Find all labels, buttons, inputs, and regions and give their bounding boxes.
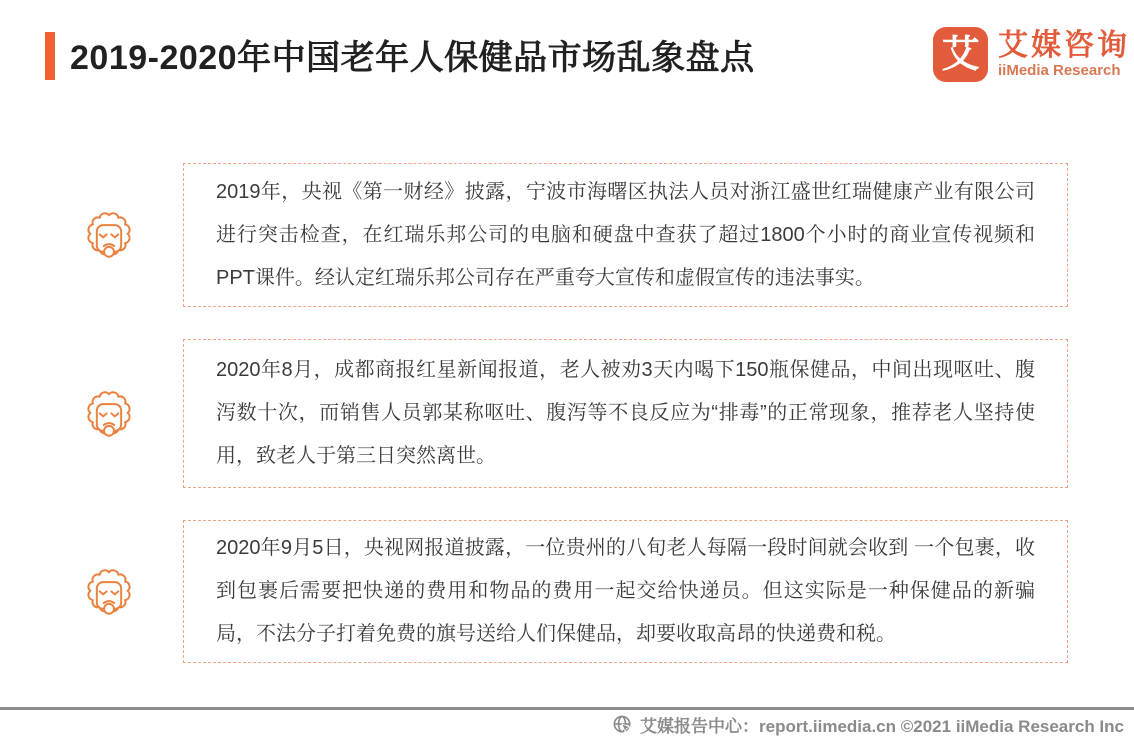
iimedia-logo-icon: 艾 xyxy=(933,27,988,82)
page-title: 2019-2020年中国老年人保健品市场乱象盘点 xyxy=(70,39,755,77)
iimedia-logo-text xyxy=(998,29,1130,80)
footer xyxy=(612,712,1124,737)
case-text-2: 2020年8月，成都商报红星新闻报道，老人被劝3天内喝下150瓶保健品，中间出现呕吐、腹泻数十次，而销售人员郭某称呕吐、腹泻等不良反应为“排毒”的正常现象，推荐老人坚持使用，致老人于第三日突然离世。 xyxy=(216,359,1035,467)
elderly-person-sad-icon xyxy=(80,383,138,445)
logo-name-en: iiMedia Research xyxy=(998,62,1121,80)
case-box-2 xyxy=(183,339,1068,488)
title-accent-bar xyxy=(45,32,55,80)
footer-text: 艾媒报告中心：report.iimedia.cn ©2021 iiMedia Research Inc xyxy=(640,717,1124,736)
iimedia-logo xyxy=(933,27,1130,82)
elderly-person-sad-icon xyxy=(80,561,138,623)
case-row-1 xyxy=(80,163,1068,307)
case-text-1: 2019年，央视《第一财经》披露，宁波市海曙区执法人员对浙江盛世红瑞健康产业有限公司进行突击检查，在红瑞乐邦公司的电脑和硬盘中查获了超过1800个小时的商业宣传视频和PPT课件。经认定红瑞乐邦公司存在严重夸大宣传和虚假宣传的违法事实。 xyxy=(216,180,1035,289)
case-box-1 xyxy=(183,163,1068,307)
case-box-3 xyxy=(183,520,1068,663)
elderly-person-sad-icon xyxy=(80,204,138,266)
globe-cursor-icon xyxy=(612,714,633,735)
case-row-2 xyxy=(80,339,1068,488)
logo-name-cn: 艾媒咨询 xyxy=(998,29,1130,63)
footer-divider xyxy=(0,707,1134,710)
case-row-3 xyxy=(80,520,1068,663)
case-text-3: 2020年9月5日，央视网报道披露，一位贵州的八旬老人每隔一段时间就会收到 一个包裹，收到包裹后需要把快递的费用和物品的费用一起交给快递员。但这实际是一种保健品的新骗局，不法分子打着免费的旗号送给人们保健品，却要收取高昂的快递费和税。 xyxy=(216,537,1035,645)
